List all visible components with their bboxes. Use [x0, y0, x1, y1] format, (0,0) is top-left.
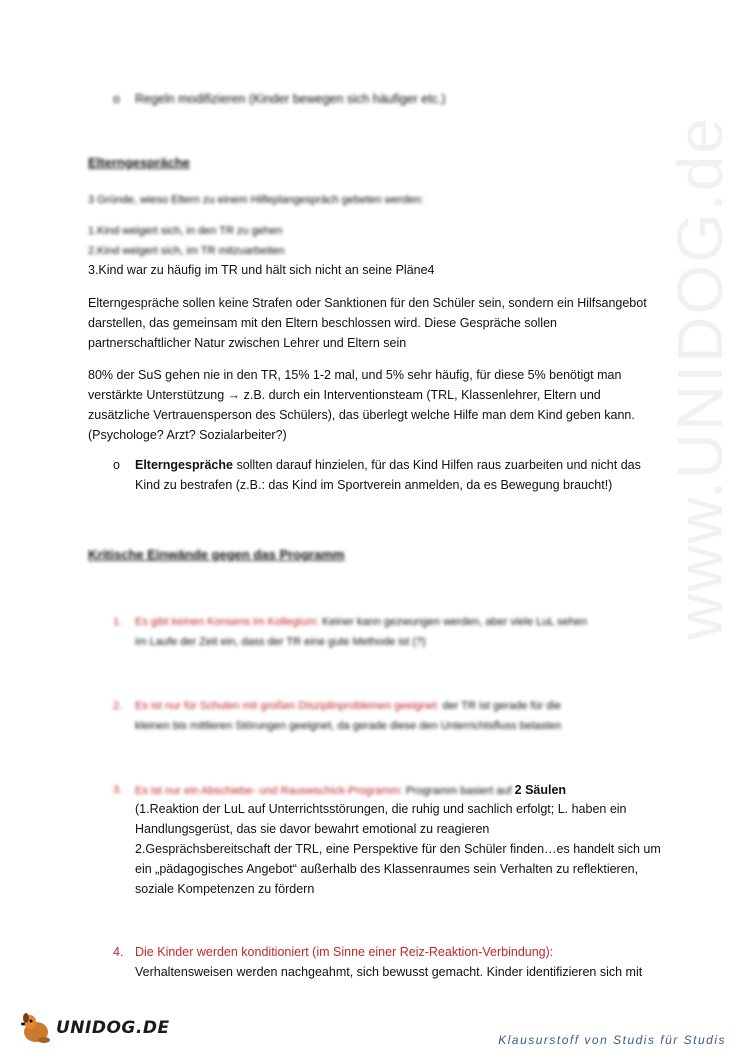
top-bullet-text: Regeln modifizieren (Kinder bewegen sich häufiger etc.) [135, 92, 446, 106]
item-1-rest: Keiner kann gezwungen werden, aber viele LuL sehen [319, 616, 588, 628]
para2-line4: (Psychologe? Arzt? Sozialarbeiter?) [88, 428, 287, 442]
item-2-line1 [135, 696, 561, 716]
bullet-line2: Kind zu bestrafen (z.B.: das Kind im Sportverein anmelden, da es Bewegung braucht!) [135, 478, 613, 492]
section-heading-elterngespraeche: Elterngespräche [88, 155, 190, 170]
item-1-line2: im Laufe der Zeit ein, dass der TR eine gute Methode ist (?) [135, 636, 426, 648]
bullet-line1 [135, 455, 641, 475]
item-2-red: Es ist nur für Schulen mit großen Disziplinproblemen geeignet: [135, 700, 440, 712]
para1-line1: Elterngespräche sollen keine Strafen oder Sanktionen für den Schüler sein, sondern ein Hilfsangebot [88, 296, 647, 310]
item-3-line3: Handlungsgerüst, das sie davor bewahrt emotional zu reagieren [135, 822, 490, 836]
reason-2: 2.Kind weigert sich, im TR mitzuarbeiten [88, 245, 285, 257]
dog-icon [18, 1012, 54, 1046]
bullet-marker: o [113, 458, 120, 472]
para2-line2-end: z.B. durch ein Interventionsteam (TRL, Klassenlehrer, Eltern und [243, 388, 601, 402]
item-number: 3. [113, 784, 123, 796]
para2-line1: 80% der SuS gehen nie in den TR, 15% 1-2 mal, und 5% sehr häufig, für diese 5% benötigt man [88, 368, 622, 382]
footer-tagline: Klausurstoff von Studis für Studis [498, 1033, 726, 1047]
section-heading-kritik: Kritische Einwände gegen das Programm [88, 547, 345, 562]
item-3-red: Es ist nur ein Abschiebe- und Rauswschick-Programm: [135, 785, 403, 797]
item-2-rest: der TR ist gerade für die [439, 700, 561, 712]
unidog-logo [18, 1012, 188, 1046]
item-1-red: Es gibt keinen Konsens im Kollegium: [135, 616, 320, 628]
item-number: 1. [113, 616, 123, 628]
watermark: www.UNIDOG.de [664, 116, 736, 640]
item-3-line4: 2.Gesprächsbereitschaft der TRL, eine Perspektive für den Schüler finden…es handelt sich um [135, 842, 661, 856]
item-3-rest: Programm basiert auf [402, 785, 515, 797]
item-3-line1 [135, 780, 566, 801]
para2-line2-start: verstärkte Unterstützung [88, 388, 225, 402]
reason-3: 3.Kind war zu häufig im TR und hält sich nicht an seine Pläne4 [88, 263, 435, 277]
item-1-line1 [135, 612, 587, 632]
reason-1: 1.Kind weigert sich, in den TR zu gehen [88, 225, 283, 237]
bullet-marker: o [113, 92, 120, 106]
item-number: 4. [113, 945, 124, 959]
item-number: 2. [113, 700, 123, 712]
para1-line2: darstellen, das gemeinsam mit den Eltern beschlossen wird. Diese Gespräche sollen [88, 316, 557, 330]
item-4-red: Die Kinder werden konditioniert (im Sinne einer Reiz-Reaktion-Verbindung): [135, 945, 554, 959]
arrow-icon: → [224, 388, 244, 402]
para2-line2 [88, 385, 601, 405]
item-3-line2: (1.Reaktion der LuL auf Unterrichtsstörungen, die ruhig und sachlich erfolgt; L. haben ein [135, 802, 627, 816]
logo-text: UNIDOG.DE [56, 1018, 170, 1038]
para1-line3: partnerschaftlicher Natur zwischen Lehrer und Eltern sein [88, 336, 407, 350]
item-2-line2: kleinen bis mittleren Störungen geeignet, da gerade diese den Unterrichtsfluss belasten [135, 720, 562, 732]
item-3-line6: soziale Kompetenzen zu fördern [135, 882, 315, 896]
bullet-bold: Elterngespräche [135, 458, 233, 472]
item-4-line2: Verhaltensweisen werden nachgeahmt, sich bewusst gemacht. Kinder identifizieren sich mit [135, 965, 643, 979]
bullet-rest: sollten darauf hinzielen, für das Kind Hilfen raus zuarbeiten und nicht das [232, 458, 641, 472]
item-3-line5: ein „pädagogisches Angebot“ außerhalb des Klassenraumes sein Verhalten zu reflektieren, [135, 862, 639, 876]
para2-line3: zusätzliche Vertrauensperson des Schülers), das überlegt welche Hilfe man dem Kind geben kann. [88, 408, 635, 422]
section-intro: 3 Gründe, wieso Eltern zu einem Hilfeplangespräch gebeten werden: [88, 194, 424, 206]
item-3-bold: 2 Säulen [514, 783, 567, 797]
